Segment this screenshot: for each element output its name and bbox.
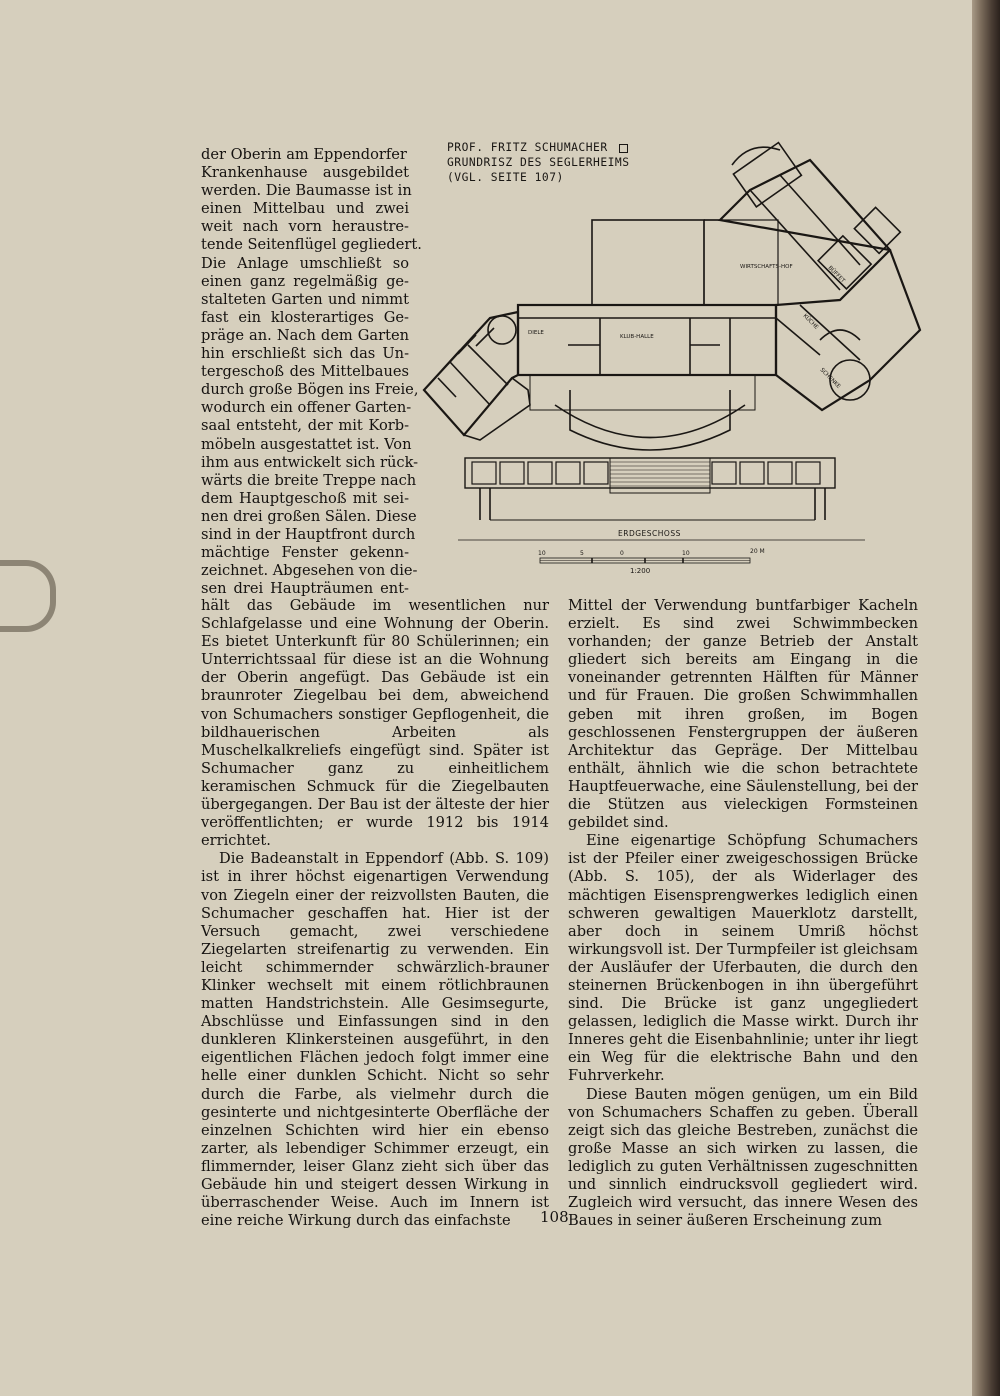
scale-tick: 5 — [580, 550, 584, 557]
caption-line-3: (VGL. SEITE 107) — [447, 171, 564, 184]
intro-line: weit nach vorn heraustre- — [201, 218, 409, 236]
scale-tick: 20 M — [750, 548, 765, 555]
intro-line: sind in der Hauptfront durch — [201, 525, 416, 543]
book-edge — [972, 0, 1000, 1396]
room-label: WIRTSCHAFTS-HOF — [740, 264, 793, 270]
intro-line: dem Hauptgeschoß mit sei- — [201, 489, 409, 507]
floor-plan — [420, 140, 932, 580]
intro-line: möbeln ausgestattet ist. Von — [201, 435, 412, 453]
floor-label: ERDGESCHOSS — [618, 529, 681, 538]
intro-line: hin erschließt sich das Un- — [201, 345, 409, 363]
room-label: KÜCHE — [801, 313, 820, 331]
intro-line: der Oberin am Eppendorfer — [201, 146, 407, 163]
intro-line: wärts die breite Treppe nach — [201, 471, 417, 489]
room-label: DIELE — [528, 330, 544, 336]
intro-line: einen Mittelbau und zwei — [201, 200, 409, 218]
caption-line-1: PROF. FRITZ SCHUMACHER — [447, 140, 677, 155]
intro-line: fast ein klosterartiges Ge- — [201, 308, 409, 326]
paragraph: Diese Bauten mögen genügen, um ein Bild von Schumachers Schaffen zu geben. Überall zeigt sich das gleiche Bestreben, zunächst die große Masse an sich wirken zu lassen, die lediglich zu guten Verhältnissen zugeschnitten und sinnlich eindrucksvoll gegliedert wird. Zugleich wird versucht, das innere Wesen des Baues in seiner äußeren Erscheinung zum — [568, 1085, 918, 1230]
intro-line: durch große Bögen ins Freie, — [201, 381, 419, 399]
scale-tick: 10 — [538, 550, 546, 557]
intro-line: präge an. Nach dem Garten — [201, 326, 409, 344]
scale-tick: 10 — [682, 550, 690, 557]
paragraph: Eine eigenartige Schöpfung Schumachers ist der Pfeiler einer zweigeschossigen Brücke (Abb. S. 105), der als Widerlager des mächtigen Eisensprengwerkes lediglich einen schweren gewaltigen Mauerklotz darstellt, aber doch in seinem Umriß höchst wirkungsvoll ist. Der Turmpfeiler ist gleichsam der Ausläufer der Uferbauten, die durch den steinernen Brückenbogen in ihn übergeführt sind. Die Brücke ist ganz ungegliedert gelassen, lediglich die Masse wirkt. Durch ihr Inneres geht die Eisenbahnlinie; unter ihr liegt ein Weg für die elektrische Bahn und den Fuhrverkehr. — [568, 832, 918, 1085]
scale-tick: 0 — [620, 550, 624, 557]
caption-line-2: GRUNDRISZ DES SEGLERHEIMS — [447, 156, 630, 169]
intro-line: saal entsteht, der mit Korb- — [201, 417, 409, 435]
left-column — [201, 597, 549, 1230]
room-label: KLUB-HALLE — [620, 334, 654, 340]
intro-line: tende Seitenflügel gegliedert. — [201, 236, 422, 254]
room-label: BÜFFET — [826, 265, 846, 285]
paragraph: hält das Gebäude im wesentlichen nur Schlafgelasse und eine Wohnung der Oberin. Es bietet Unterkunft für 80 Schülerinnen; ein Unterrichtssaal für diese ist an die Wohnung der Oberin angefügt. Das Gebäude ist ein braunroter Ziegelbau bei dem, abweichend von Schumachers sonstiger Gepflogenheit, die bildhauerischen Arbeiten als Muschelkalkreliefs eingefügt sind. Später ist Schumacher ganz zu einheitlichem keramischen Schmuck für die Ziegelbauten übergegangen. Der Bau ist der älteste der hier veröffentlichten; er wurde 1912 bis 1914 errichtet. — [201, 597, 549, 850]
intro-column — [201, 146, 422, 598]
intro-line: wodurch ein offener Garten- — [201, 399, 412, 417]
room-label: SCHENKE — [818, 367, 842, 390]
intro-line: zeichnet. Abgesehen von die- — [201, 562, 418, 580]
intro-line: tergeschoß des Mittelbaues — [201, 363, 409, 381]
intro-line: nen drei großen Sälen. Diese — [201, 507, 417, 525]
right-column — [568, 597, 918, 1230]
intro-line: ihm aus entwickelt sich rück- — [201, 453, 419, 471]
intro-line: Die Anlage umschließt so — [201, 254, 409, 272]
paper-clip — [0, 560, 56, 632]
scale-label: 1:200 — [630, 567, 651, 575]
intro-line: werden. Die Baumasse ist in — [201, 182, 412, 200]
paragraph: Die Badeanstalt in Eppendorf (Abb. S. 109) ist in ihrer höchst eigenartigen Verwendung von Ziegeln einer der reizvollsten Bauten, die Schumacher geschaffen hat. Hier ist der Versuch gemacht, zwei verschiedene Ziegelarten streifenartig zu verwenden. Ein leicht schimmernder schwärzlich-brauner Klinker wechselt mit einem rötlichbraunen matten Handstrichstein. Alle Gesimsegurte, Abschlüsse und Einfassungen sind in den dunkleren Klinkersteinen ausgeführt, in den eigentlichen Flächen jedoch folgt immer eine helle einer dunklen Schicht. Nicht so sehr durch die Farbe, als vielmehr durch die gesinterte und nichtgesinterte Oberfläche der einzelnen Schichten wird hier ein ebenso zarter, als lebendiger Schimmer erzeugt, ein flimmernder, leiser Glanz zieht sich über das Gebäude hin und steigert dessen Wirkung in überraschender Weise. Auch im Innern ist eine reiche Wirkung durch das einfachste — [201, 850, 549, 1230]
intro-line: einen ganz regelmäßig ge- — [201, 272, 409, 290]
paragraph: Mittel der Verwendung buntfarbiger Kacheln erzielt. Es sind zwei Schwimmbecken vorhanden; der ganze Betrieb der Anstalt gliedert sich bereits am Eingang in die voneinander getrennten Hälften für Männer und für Frauen. Die großen Schwimmhallen geben mit ihren großen, im Bogen geschlossenen Fenstergruppen der äußeren Architektur das Gepräge. Der Mittelbau enthält, ähnlich wie die schon betrachtete Hauptfeuerwache, eine Säulenstellung, bei der die Stützen aus vieleckigen Formsteinen gebildet sind. — [568, 597, 918, 832]
intro-line: sen drei Haupträumen ent- — [201, 580, 409, 598]
intro-line: Krankenhause ausgebildet — [201, 164, 409, 182]
intro-line: mächtige Fenster gekenn- — [201, 544, 409, 562]
page-number: 108 — [540, 1208, 569, 1226]
intro-line: stalteten Garten und nimmt — [201, 290, 409, 308]
